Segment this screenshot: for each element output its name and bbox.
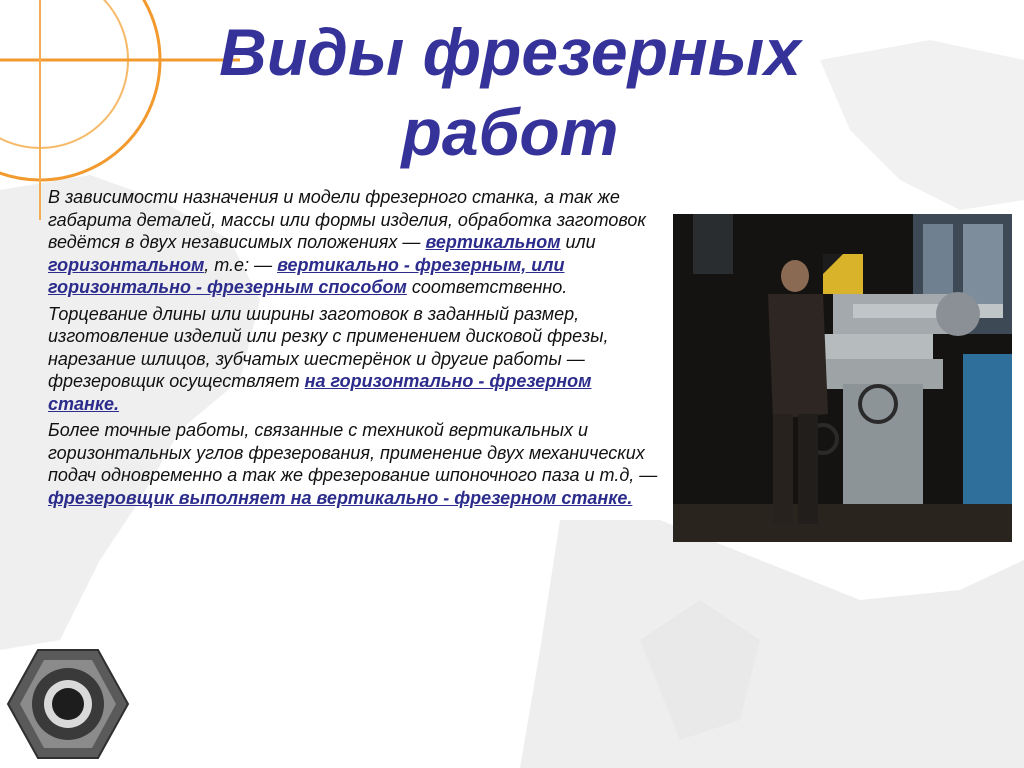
link-vertical-machine[interactable]: фрезеровщик выполняет на вертикально - фрезерном станке. (48, 487, 633, 508)
paragraph-1 (48, 186, 658, 299)
link-vertical[interactable]: вертикальном (425, 232, 561, 252)
link-horizontal[interactable]: горизонтальном (48, 254, 205, 275)
paragraph-2 (48, 303, 658, 416)
slide-title (120, 12, 900, 172)
milling-machine-illustration (673, 214, 1012, 542)
hex-nut-icon (6, 646, 130, 762)
title-line-1: Виды фрезерных (219, 15, 801, 89)
paragraph-2-text-a: Торцевание длины или ширины заготовок в заданный размер, изготовление изделий или резку с применением дисковой фрезы, нарезание шлицов, зубчатых шестерёнок и другие работы — фрезеровщик осуществляет (48, 303, 609, 391)
link-horizontal-machine[interactable]: на горизонтально - фрезерном станке. (48, 371, 592, 414)
milling-machine-photo (673, 214, 1012, 542)
paragraph-1-text-a: В зависимости назначения и модели фрезерного станка, а так же габарита деталей, массы или формы изделия, обработка заготовок ведётся в двух независимых положениях — (48, 187, 646, 252)
paragraph-1-text-c: , т.е: — (204, 254, 278, 275)
paragraph-3-text-a: Более точные работы, связанные с техникой вертикальных и горизонтальных углов фрезерования, применение двух механических подач одновременно а так же фрезерование шпоночного паза и т.д, — (48, 420, 658, 485)
link-milling-methods[interactable]: вертикально - фрезерным, или горизонтально - фрезерным способом (48, 254, 565, 297)
paragraph-3 (48, 419, 658, 509)
title-line-2: работ (401, 95, 619, 169)
paragraph-1-text-b: или (560, 232, 596, 252)
body-text (48, 186, 658, 513)
paragraph-1-text-d: соответственно. (406, 277, 568, 297)
